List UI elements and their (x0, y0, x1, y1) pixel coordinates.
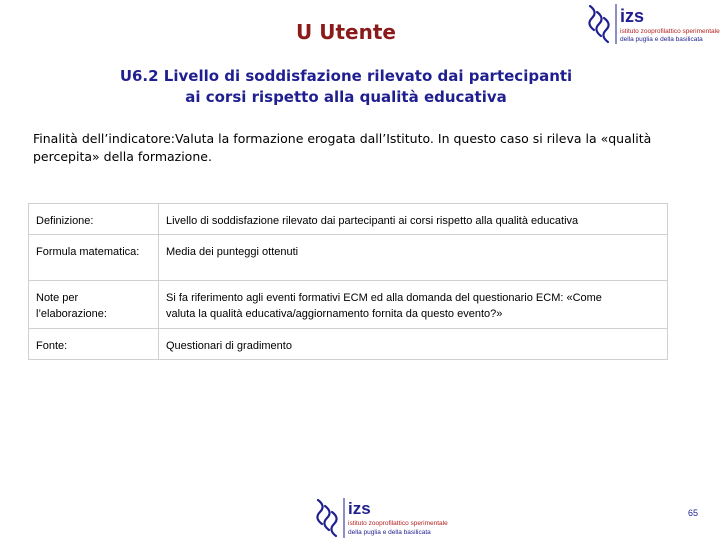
row-label: Formula matematica: (29, 235, 159, 281)
izs-logo-footer-line1: istituto zooprofilattico sperimentale (348, 520, 448, 527)
row-label-line2: l’elaborazione: (36, 308, 107, 320)
table-row-definizione (29, 204, 668, 235)
izs-logo-line1: istituto zooprofilattico sperimentale (620, 28, 720, 35)
section-heading-line2: ai corsi rispetto alla qualità educativa (185, 88, 507, 106)
table-row-note (29, 281, 668, 329)
izs-logo-footer-mark-icon (317, 500, 336, 536)
table-row-formula (29, 235, 668, 281)
row-value: Media dei punteggi ottenuti (159, 235, 668, 281)
table-row-fonte (29, 329, 668, 360)
row-label (29, 281, 159, 329)
izs-logo-line2: della puglia e della basilicata (620, 36, 703, 43)
izs-logo-mark-icon (589, 6, 608, 42)
row-value-line1: Si fa riferimento agli eventi formativi ECM ed alla domanda del questionario ECM: «Come (166, 292, 602, 304)
izs-logo (580, 0, 720, 48)
row-value-line2: valuta la qualità educativa/aggiornamento fornita da questo evento?» (166, 308, 503, 320)
row-value: Livello di soddisfazione rilevato dai partecipanti ai corsi rispetto alla qualità educativa (159, 204, 668, 235)
indicator-table (28, 203, 668, 360)
indicator-purpose (33, 130, 673, 166)
row-label: Fonte: (29, 329, 159, 360)
row-value (159, 281, 668, 329)
row-value: Questionari di gradimento (159, 329, 668, 360)
section-heading (60, 66, 632, 108)
indicator-purpose-line2: percepita» della formazione. (33, 149, 212, 164)
izs-logo-name: izs (620, 6, 645, 26)
page-number: 65 (688, 508, 699, 518)
indicator-purpose-line1: Finalità dell’indicatore:Valuta la formazione erogata dall’Istituto. In questo caso si rileva la «qualità (33, 131, 652, 146)
row-label-line1: Note per (36, 292, 79, 304)
izs-logo-footer-name: izs (348, 499, 371, 518)
izs-logo-footer (310, 494, 450, 540)
izs-logo-footer-line2: della puglia e della basilicata (348, 529, 431, 536)
slide-title: U Utente (296, 20, 396, 44)
section-heading-line1: U6.2 Livello di soddisfazione rilevato dai partecipanti (119, 67, 573, 85)
row-label: Definizione: (29, 204, 159, 235)
